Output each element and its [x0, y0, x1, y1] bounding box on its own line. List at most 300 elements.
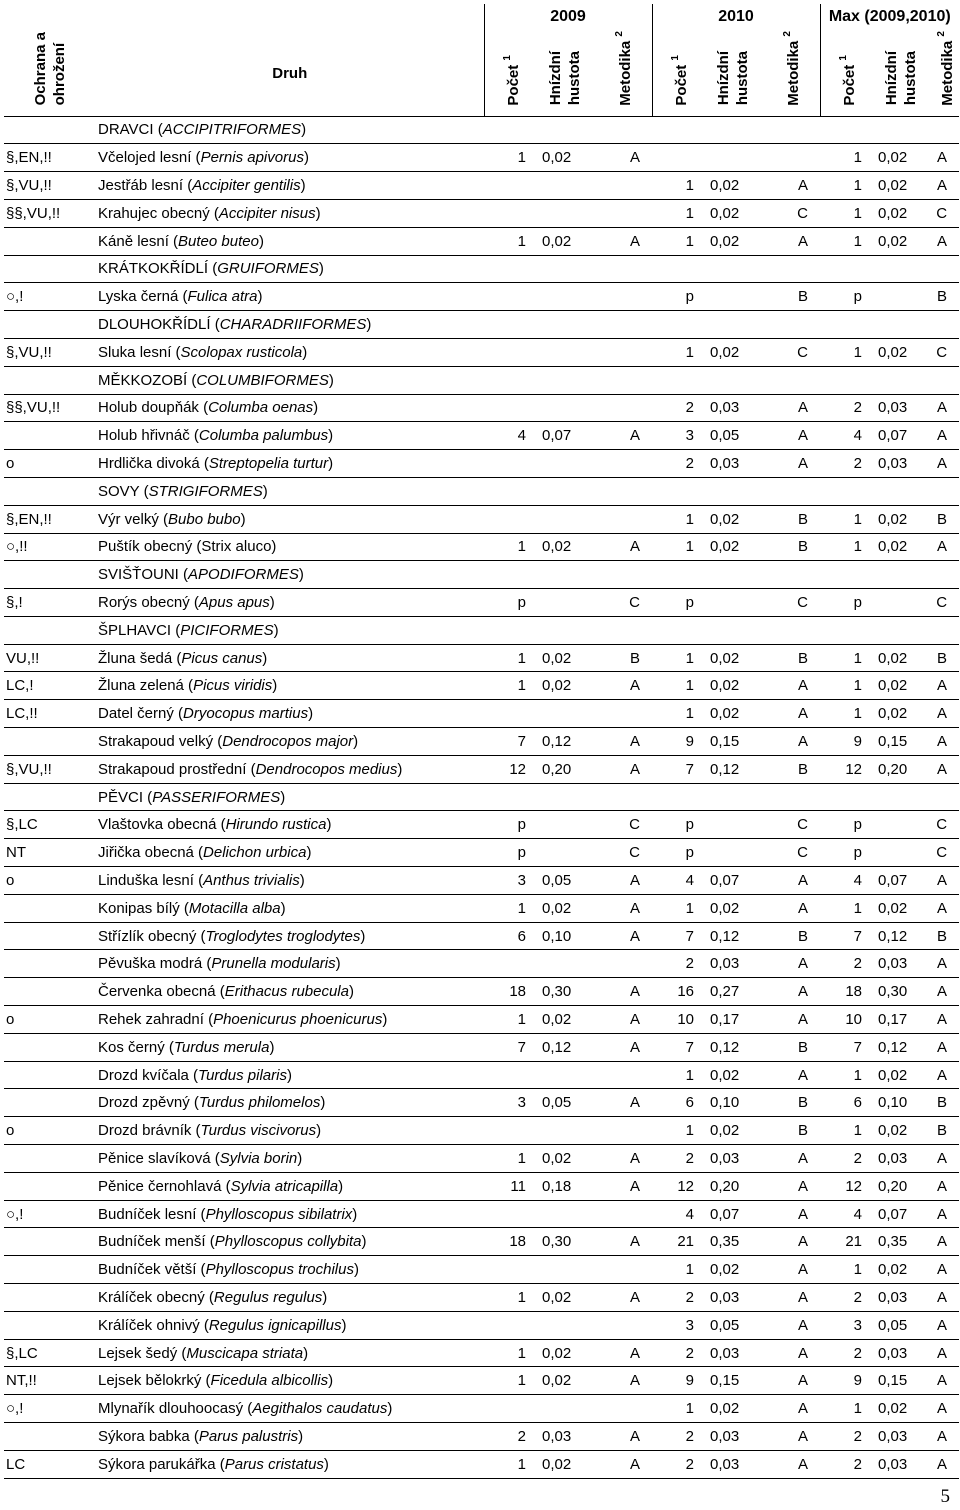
method-cell: A: [594, 1339, 652, 1367]
count-cell: 1: [820, 644, 872, 672]
method-cell: B: [762, 755, 820, 783]
density-cell: [536, 811, 594, 839]
table-row: [4, 755, 959, 783]
method-cell: B: [930, 1089, 959, 1117]
method-cell: A: [930, 394, 959, 422]
table-row: [4, 1172, 959, 1200]
protection-cell: [4, 366, 96, 394]
density-cell: 0,07: [536, 422, 594, 450]
method-cell: A: [594, 1284, 652, 1312]
density-cell: 0,02: [704, 644, 762, 672]
density-cell: 0,03: [704, 1339, 762, 1367]
protection-cell: [4, 783, 96, 811]
species-cell: Mlynařík dlouhoocasý (Aegithalos caudatus): [96, 1395, 484, 1423]
density-cell: 0,02: [872, 172, 930, 200]
density-cell: [536, 839, 594, 867]
density-cell: 0,02: [536, 1450, 594, 1478]
density-cell: 0,03: [704, 1423, 762, 1451]
density-cell: 0,07: [872, 422, 930, 450]
table-row: [4, 394, 959, 422]
order-label: ŠPLHAVCI (PICIFORMES): [96, 616, 959, 644]
density-cell: [536, 1256, 594, 1284]
count-cell: 4: [484, 422, 536, 450]
method-cell: B: [762, 1033, 820, 1061]
method-cell: A: [930, 867, 959, 895]
count-cell: 1: [820, 1117, 872, 1145]
count-cell: 2: [652, 450, 704, 478]
count-cell: 1: [820, 338, 872, 366]
method-cell: A: [930, 1311, 959, 1339]
count-cell: 1: [820, 199, 872, 227]
count-cell: 1: [820, 1256, 872, 1284]
count-cell: 21: [652, 1228, 704, 1256]
method-cell: C: [762, 811, 820, 839]
method-cell: B: [762, 1117, 820, 1145]
protection-cell: §,EN,!!: [4, 144, 96, 172]
density-header: Hnízdní hustota: [704, 31, 762, 116]
protection-cell: [4, 1145, 96, 1173]
method-cell: B: [594, 644, 652, 672]
count-cell: p: [652, 811, 704, 839]
count-cell: 1: [820, 894, 872, 922]
group-row: [4, 116, 959, 144]
species-cell: Sýkora babka (Parus palustris): [96, 1423, 484, 1451]
method-cell: [594, 283, 652, 311]
method-cell: A: [930, 1395, 959, 1423]
species-cell: Králíček ohnivý (Regulus ignicapillus): [96, 1311, 484, 1339]
count-cell: 1: [820, 533, 872, 561]
protection-cell: §,LC: [4, 811, 96, 839]
species-table: [4, 4, 959, 1479]
density-header: Hnízdní hustota: [536, 31, 594, 116]
method-cell: A: [930, 1033, 959, 1061]
density-cell: 0,03: [704, 950, 762, 978]
density-cell: 0,03: [872, 450, 930, 478]
method-cell: [594, 505, 652, 533]
density-cell: [704, 283, 762, 311]
density-cell: [704, 811, 762, 839]
density-cell: 0,05: [704, 422, 762, 450]
count-cell: 1: [652, 700, 704, 728]
count-cell: 6: [820, 1089, 872, 1117]
density-cell: 0,03: [704, 1145, 762, 1173]
density-cell: [872, 811, 930, 839]
count-cell: 2: [652, 1284, 704, 1312]
density-cell: 0,02: [872, 533, 930, 561]
species-cell: Holub doupňák (Columba oenas): [96, 394, 484, 422]
count-cell: 1: [652, 1256, 704, 1284]
species-cell: Rorýs obecný (Apus apus): [96, 589, 484, 617]
method-cell: [594, 450, 652, 478]
method-cell: [594, 700, 652, 728]
protection-cell: o: [4, 867, 96, 895]
group-row: [4, 311, 959, 339]
density-cell: 0,03: [872, 1423, 930, 1451]
density-cell: [536, 1200, 594, 1228]
method-cell: A: [930, 1172, 959, 1200]
protection-cell: LC,!!: [4, 700, 96, 728]
species-cell: Hrdlička divoká (Streptopelia turtur): [96, 450, 484, 478]
count-cell: 1: [652, 1117, 704, 1145]
count-cell: 9: [820, 728, 872, 756]
count-cell: p: [820, 811, 872, 839]
protection-cell: §,EN,!!: [4, 505, 96, 533]
method-cell: A: [594, 672, 652, 700]
density-cell: [536, 700, 594, 728]
method-header: Metodika $^2$: [930, 31, 959, 116]
count-cell: 1: [484, 533, 536, 561]
protection-cell: §,VU,!!: [4, 172, 96, 200]
density-cell: 0,05: [704, 1311, 762, 1339]
density-cell: 0,15: [704, 1367, 762, 1395]
protection-cell: §,!: [4, 589, 96, 617]
count-cell: 2: [820, 394, 872, 422]
count-cell: 2: [652, 394, 704, 422]
species-cell: Rehek zahradní (Phoenicurus phoenicurus): [96, 1006, 484, 1034]
table-row: [4, 338, 959, 366]
group-row: [4, 783, 959, 811]
density-cell: [704, 589, 762, 617]
protection-cell: ○,!: [4, 1200, 96, 1228]
method-cell: [594, 394, 652, 422]
count-cell: 2: [820, 1284, 872, 1312]
count-cell: p: [652, 283, 704, 311]
count-cell: [484, 505, 536, 533]
species-cell: Budníček větší (Phylloscopus trochilus): [96, 1256, 484, 1284]
method-header: Metodika $^2$: [762, 31, 820, 116]
method-cell: [594, 950, 652, 978]
table-row: [4, 1423, 959, 1451]
method-cell: B: [762, 922, 820, 950]
density-cell: 0,02: [704, 1061, 762, 1089]
density-cell: 0,07: [872, 1200, 930, 1228]
count-cell: [484, 1311, 536, 1339]
count-cell: 3: [484, 867, 536, 895]
density-cell: 0,03: [872, 1339, 930, 1367]
density-cell: 0,15: [872, 1367, 930, 1395]
table-row: [4, 811, 959, 839]
protection-cell: [4, 1423, 96, 1451]
method-cell: B: [930, 922, 959, 950]
density-cell: [536, 1061, 594, 1089]
density-cell: [536, 172, 594, 200]
species-cell: Sluka lesní (Scolopax rusticola): [96, 338, 484, 366]
count-cell: 21: [820, 1228, 872, 1256]
count-cell: 7: [484, 1033, 536, 1061]
density-cell: [536, 950, 594, 978]
species-cell: Výr velký (Bubo bubo): [96, 505, 484, 533]
species-cell: Červenka obecná (Erithacus rubecula): [96, 978, 484, 1006]
protection-cell: [4, 1311, 96, 1339]
count-cell: 1: [652, 227, 704, 255]
density-cell: 0,02: [536, 1339, 594, 1367]
method-cell: A: [930, 1284, 959, 1312]
method-cell: A: [762, 894, 820, 922]
method-cell: C: [594, 811, 652, 839]
protection-cell: [4, 227, 96, 255]
count-cell: 7: [652, 755, 704, 783]
density-cell: [704, 144, 762, 172]
count-cell: 1: [820, 1395, 872, 1423]
count-cell: 1: [652, 672, 704, 700]
header-main-row: [4, 31, 959, 116]
table-row: [4, 533, 959, 561]
density-cell: 0,12: [704, 755, 762, 783]
count-cell: 11: [484, 1172, 536, 1200]
density-cell: 0,02: [536, 672, 594, 700]
count-cell: 3: [652, 1311, 704, 1339]
method-cell: A: [930, 172, 959, 200]
method-cell: C: [930, 811, 959, 839]
table-row: [4, 283, 959, 311]
density-cell: 0,02: [872, 644, 930, 672]
count-cell: 2: [820, 450, 872, 478]
species-cell: Pěnice černohlavá (Sylvia atricapilla): [96, 1172, 484, 1200]
density-cell: [536, 199, 594, 227]
count-cell: 2: [652, 1339, 704, 1367]
count-cell: 12: [820, 1172, 872, 1200]
count-cell: 4: [652, 867, 704, 895]
count-cell: 7: [820, 1033, 872, 1061]
species-cell: Drozd kvíčala (Turdus pilaris): [96, 1061, 484, 1089]
density-cell: 0,03: [704, 1450, 762, 1478]
density-cell: 0,02: [536, 1367, 594, 1395]
method-cell: A: [930, 1145, 959, 1173]
table-row: [4, 839, 959, 867]
method-cell: A: [930, 1339, 959, 1367]
count-cell: [484, 1256, 536, 1284]
count-cell: 1: [820, 1061, 872, 1089]
count-cell: [484, 1395, 536, 1423]
protection-cell: [4, 1256, 96, 1284]
protection-cell: [4, 1033, 96, 1061]
count-cell: 2: [820, 1450, 872, 1478]
method-cell: A: [762, 422, 820, 450]
density-cell: 0,35: [704, 1228, 762, 1256]
method-cell: A: [762, 950, 820, 978]
count-cell: [652, 144, 704, 172]
density-cell: 0,02: [704, 338, 762, 366]
method-cell: A: [930, 144, 959, 172]
species-cell: Drozd brávník (Turdus viscivorus): [96, 1117, 484, 1145]
density-cell: 0,02: [536, 1145, 594, 1173]
species-cell: Včelojed lesní (Pernis apivorus): [96, 144, 484, 172]
count-cell: 7: [484, 728, 536, 756]
table-row: [4, 172, 959, 200]
method-cell: A: [594, 894, 652, 922]
density-cell: 0,02: [704, 1256, 762, 1284]
species-cell: Střízlík obecný (Troglodytes troglodytes): [96, 922, 484, 950]
density-cell: 0,02: [872, 1061, 930, 1089]
species-cell: Budníček lesní (Phylloscopus sibilatrix): [96, 1200, 484, 1228]
method-cell: A: [762, 1061, 820, 1089]
density-cell: 0,02: [872, 338, 930, 366]
method-cell: A: [762, 700, 820, 728]
count-cell: 2: [652, 1145, 704, 1173]
count-cell: 2: [484, 1423, 536, 1451]
method-cell: A: [762, 672, 820, 700]
density-cell: [872, 839, 930, 867]
method-cell: A: [930, 700, 959, 728]
table-row: [4, 867, 959, 895]
order-label: SOVY (STRIGIFORMES): [96, 477, 959, 505]
density-cell: 0,02: [872, 144, 930, 172]
count-cell: 4: [820, 422, 872, 450]
count-cell: 7: [652, 1033, 704, 1061]
density-cell: 0,10: [704, 1089, 762, 1117]
method-cell: C: [930, 199, 959, 227]
count-cell: 1: [484, 1284, 536, 1312]
method-cell: [594, 172, 652, 200]
protection-cell: [4, 616, 96, 644]
count-cell: p: [484, 811, 536, 839]
density-cell: 0,03: [872, 950, 930, 978]
density-cell: 0,02: [536, 533, 594, 561]
count-cell: 1: [652, 1061, 704, 1089]
density-cell: 0,07: [704, 1200, 762, 1228]
count-cell: 7: [820, 922, 872, 950]
count-cell: 1: [484, 144, 536, 172]
method-cell: B: [930, 283, 959, 311]
protection-cell: §,VU,!!: [4, 338, 96, 366]
density-cell: 0,03: [704, 450, 762, 478]
count-cell: 3: [820, 1311, 872, 1339]
method-cell: A: [930, 1228, 959, 1256]
protection-cell: o: [4, 1006, 96, 1034]
protection-cell: [4, 422, 96, 450]
protection-header: Ochrana a ohrožení: [4, 31, 96, 116]
table-row: [4, 1256, 959, 1284]
density-cell: 0,02: [872, 672, 930, 700]
density-cell: 0,12: [536, 728, 594, 756]
method-cell: A: [762, 1284, 820, 1312]
species-cell: Krahujec obecný (Accipiter nisus): [96, 199, 484, 227]
method-cell: A: [762, 1339, 820, 1367]
table-row: [4, 1145, 959, 1173]
species-cell: Lejsek šedý (Muscicapa striata): [96, 1339, 484, 1367]
count-header: Počet $^1$: [652, 31, 704, 116]
count-cell: [484, 450, 536, 478]
species-cell: Jestřáb lesní (Accipiter gentilis): [96, 172, 484, 200]
density-cell: 0,02: [536, 1284, 594, 1312]
density-cell: 0,20: [704, 1172, 762, 1200]
density-cell: 0,02: [704, 1395, 762, 1423]
method-cell: B: [762, 644, 820, 672]
method-cell: A: [594, 922, 652, 950]
protection-cell: [4, 922, 96, 950]
count-cell: [484, 1200, 536, 1228]
count-header: Počet $^1$: [484, 31, 536, 116]
order-label: DLOUHOKŘÍDLÍ (CHARADRIIFORMES): [96, 311, 959, 339]
count-cell: 1: [484, 672, 536, 700]
method-cell: A: [762, 1367, 820, 1395]
method-cell: A: [762, 1172, 820, 1200]
species-cell: Kos černý (Turdus merula): [96, 1033, 484, 1061]
count-cell: 9: [820, 1367, 872, 1395]
count-cell: 6: [484, 922, 536, 950]
table-row: [4, 1339, 959, 1367]
density-cell: 0,02: [872, 1117, 930, 1145]
method-cell: A: [594, 1033, 652, 1061]
count-cell: [484, 394, 536, 422]
count-cell: 3: [484, 1089, 536, 1117]
density-cell: 0,35: [872, 1228, 930, 1256]
density-cell: 0,17: [704, 1006, 762, 1034]
table-row: [4, 199, 959, 227]
protection-cell: o: [4, 450, 96, 478]
method-cell: A: [930, 978, 959, 1006]
count-cell: p: [484, 589, 536, 617]
count-cell: 9: [652, 1367, 704, 1395]
count-cell: 1: [820, 505, 872, 533]
density-cell: 0,02: [704, 172, 762, 200]
density-cell: 0,20: [872, 755, 930, 783]
species-cell: Datel černý (Dryocopus martius): [96, 700, 484, 728]
count-cell: 1: [484, 1006, 536, 1034]
method-cell: A: [594, 1450, 652, 1478]
count-cell: [484, 338, 536, 366]
method-cell: A: [594, 867, 652, 895]
year-max-header: Max (2009,2010): [820, 4, 959, 31]
count-cell: 1: [652, 894, 704, 922]
table-row: [4, 728, 959, 756]
method-cell: A: [930, 755, 959, 783]
method-cell: C: [762, 839, 820, 867]
density-cell: 0,02: [704, 533, 762, 561]
density-cell: [872, 283, 930, 311]
method-cell: [762, 144, 820, 172]
method-cell: A: [762, 1311, 820, 1339]
count-cell: p: [484, 839, 536, 867]
density-cell: 0,15: [872, 728, 930, 756]
method-cell: A: [762, 172, 820, 200]
count-cell: 1: [652, 1395, 704, 1423]
table-row: [4, 422, 959, 450]
protection-cell: [4, 116, 96, 144]
count-cell: 1: [484, 1450, 536, 1478]
method-cell: A: [594, 227, 652, 255]
method-cell: [594, 1395, 652, 1423]
method-cell: A: [762, 1200, 820, 1228]
count-cell: 9: [652, 728, 704, 756]
count-cell: 1: [652, 172, 704, 200]
page-number: 5: [940, 1486, 950, 1507]
method-cell: C: [594, 589, 652, 617]
method-cell: A: [930, 1450, 959, 1478]
method-cell: A: [762, 978, 820, 1006]
density-cell: 0,02: [872, 505, 930, 533]
density-cell: 0,02: [872, 700, 930, 728]
method-cell: A: [594, 1367, 652, 1395]
method-cell: C: [762, 589, 820, 617]
species-cell: Linduška lesní (Anthus trivialis): [96, 867, 484, 895]
method-cell: A: [762, 1256, 820, 1284]
count-cell: 1: [484, 227, 536, 255]
method-cell: A: [762, 1006, 820, 1034]
count-cell: 1: [484, 894, 536, 922]
density-header: Hnízdní hustota: [872, 31, 930, 116]
count-cell: [484, 950, 536, 978]
method-cell: A: [594, 1228, 652, 1256]
method-cell: A: [930, 1061, 959, 1089]
density-cell: 0,03: [872, 1145, 930, 1173]
method-cell: [594, 1117, 652, 1145]
method-cell: [594, 1311, 652, 1339]
count-cell: 1: [652, 644, 704, 672]
count-cell: p: [652, 589, 704, 617]
count-cell: 2: [652, 950, 704, 978]
method-cell: B: [762, 505, 820, 533]
